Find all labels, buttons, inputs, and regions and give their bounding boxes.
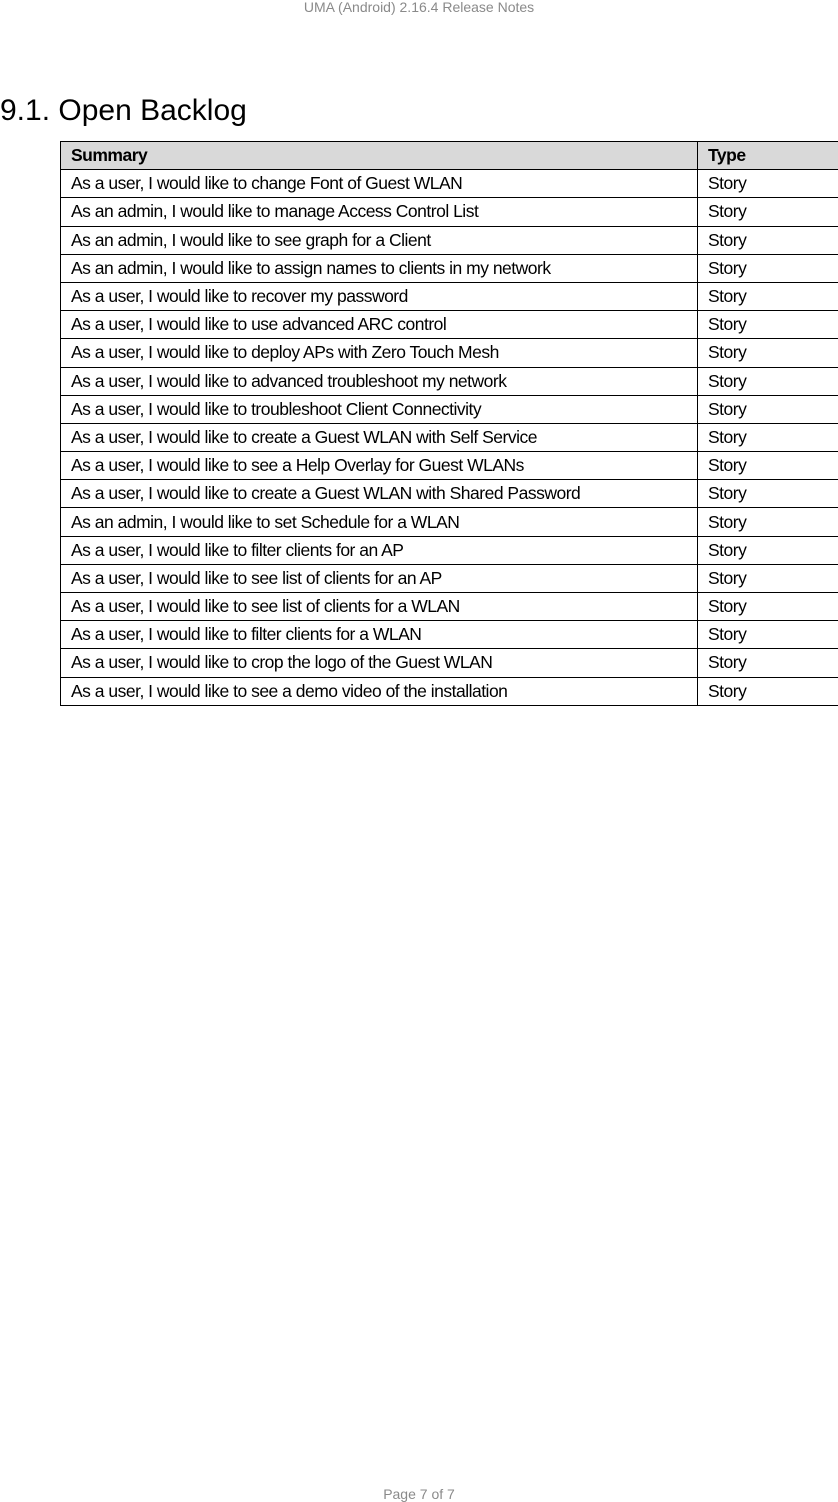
summary-cell: As a user, I would like to advanced troubleshoot my network (61, 367, 698, 395)
summary-cell: As a user, I would like to filter clients for a WLAN (61, 621, 698, 649)
summary-cell: As an admin, I would like to set Schedule for a WLAN (61, 508, 698, 536)
type-cell: Story (698, 170, 838, 198)
table-row (61, 226, 838, 254)
type-cell: Story (698, 395, 838, 423)
summary-cell: As an admin, I would like to assign names to clients in my network (61, 254, 698, 282)
summary-cell: As a user, I would like to see a Help Overlay for Guest WLANs (61, 452, 698, 480)
type-cell: Story (698, 649, 838, 677)
page-number: Page 7 of 7 (383, 1486, 455, 1502)
table-row (61, 564, 838, 592)
type-cell: Story (698, 621, 838, 649)
summary-cell: As a user, I would like to troubleshoot Client Connectivity (61, 395, 698, 423)
type-cell: Story (698, 254, 838, 282)
summary-cell: As a user, I would like to see list of clients for a WLAN (61, 593, 698, 621)
table-body (61, 170, 838, 706)
summary-cell: As a user, I would like to recover my password (61, 282, 698, 310)
type-cell: Story (698, 677, 838, 705)
type-cell: Story (698, 480, 838, 508)
type-cell: Story (698, 593, 838, 621)
table-row (61, 282, 838, 310)
column-header-summary: Summary (61, 142, 698, 170)
running-header: UMA (Android) 2.16.4 Release Notes (303, 0, 535, 15)
table-row (61, 480, 838, 508)
type-cell: Story (698, 226, 838, 254)
type-cell: Story (698, 508, 838, 536)
table-row (61, 593, 838, 621)
table-row (61, 395, 838, 423)
table-row (61, 198, 838, 226)
summary-cell: As a user, I would like to create a Guest WLAN with Shared Password (61, 480, 698, 508)
type-cell: Story (698, 367, 838, 395)
table-row (61, 452, 838, 480)
table-row (61, 536, 838, 564)
type-cell: Story (698, 339, 838, 367)
table-row (61, 170, 838, 198)
summary-cell: As a user, I would like to filter clients for an AP (61, 536, 698, 564)
type-cell: Story (698, 452, 838, 480)
type-cell: Story (698, 423, 838, 451)
type-cell: Story (698, 282, 838, 310)
type-cell: Story (698, 311, 838, 339)
type-cell: Story (698, 198, 838, 226)
table-row (61, 339, 838, 367)
section-heading: 9.1. Open Backlog (0, 94, 247, 127)
table-row (61, 311, 838, 339)
summary-cell: As a user, I would like to crop the logo of the Guest WLAN (61, 649, 698, 677)
table-row (61, 621, 838, 649)
type-cell: Story (698, 536, 838, 564)
summary-cell: As a user, I would like to create a Guest WLAN with Self Service (61, 423, 698, 451)
table-row (61, 367, 838, 395)
summary-cell: As a user, I would like to change Font of Guest WLAN (61, 170, 698, 198)
column-header-type: Type (698, 142, 838, 170)
summary-cell: As an admin, I would like to see graph for a Client (61, 226, 698, 254)
table-row (61, 508, 838, 536)
table-row (61, 649, 838, 677)
table-header-row (61, 142, 838, 170)
summary-cell: As a user, I would like to see a demo video of the installation (61, 677, 698, 705)
summary-cell: As a user, I would like to use advanced ARC control (61, 311, 698, 339)
summary-cell: As a user, I would like to see list of clients for an AP (61, 564, 698, 592)
table-row (61, 677, 838, 705)
summary-cell: As an admin, I would like to manage Access Control List (61, 198, 698, 226)
summary-cell: As a user, I would like to deploy APs with Zero Touch Mesh (61, 339, 698, 367)
type-cell: Story (698, 564, 838, 592)
open-backlog-table (60, 141, 838, 706)
table-row (61, 254, 838, 282)
table-row (61, 423, 838, 451)
